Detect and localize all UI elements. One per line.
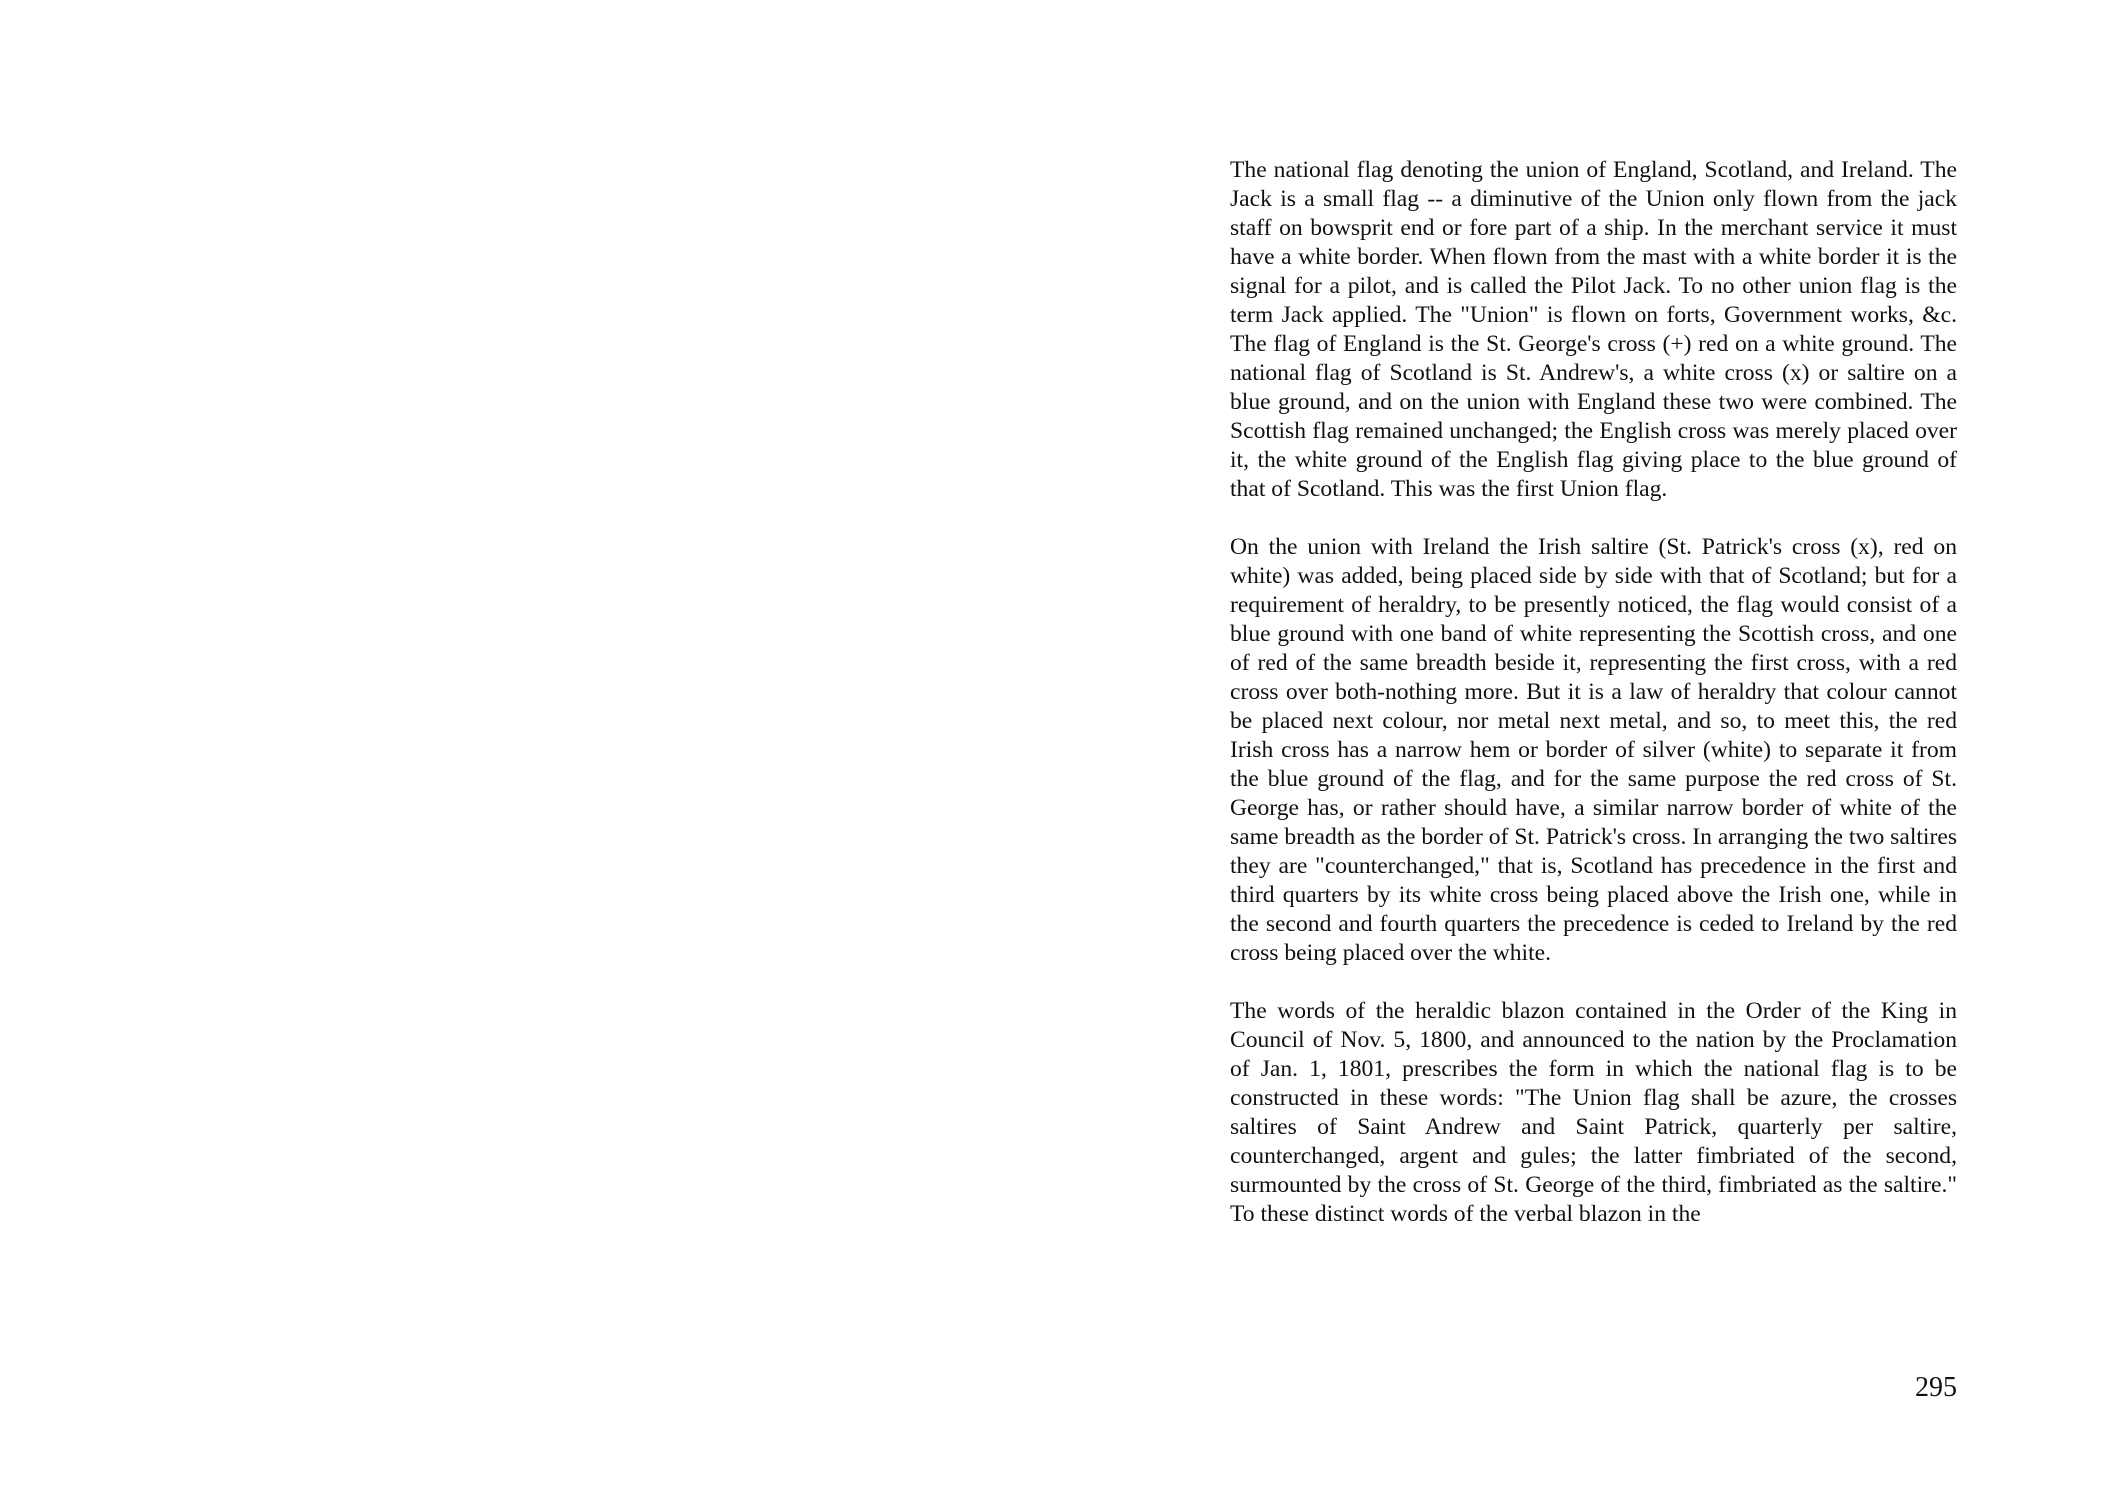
left-page-blank <box>0 0 1050 1489</box>
paragraph-heraldic-blazon: The words of the heraldic blazon contained in the Order of the King in Council of Nov. 5, 1800, and announced to the nation by the Proclamation of Jan. 1, 1801, prescribes the form in which the national flag is to be constructed in these words: "The Union flag shall be azure, the crosses saltires of Saint Andrew and Saint Patrick, quarterly per saltire, counterchanged, argent and gules; the latter fimbriated of the second, surmounted by the cross of St. George of the third, fimbriated as the saltire." To these distinct words of the verbal blazon in the <box>1230 998 1957 1227</box>
right-page <box>1052 0 2105 1489</box>
body-text <box>1230 156 1957 1258</box>
paragraph-irish-saltire: On the union with Ireland the Irish saltire (St. Patrick's cross (x), red on white) was added, being placed side by side with that of Scotland; but for a requirement of heraldry, to be presently noticed, the flag would consist of a blue ground with one band of white representing the Scottish cross, and one of red of the same breadth beside it, representing the first cross, with a red cross over both-nothing more. But it is a law of heraldry that colour cannot be placed next colour, nor metal next metal, and so, to meet this, the red Irish cross has a narrow hem or border of silver (white) to separate it from the blue ground of the flag, and for the same purpose the red cross of St. George has, or rather should have, a similar narrow border of white of the same breadth as the border of St. Patrick's cross. In arranging the two saltires they are "counterchanged," that is, Scotland has precedence in the first and third quarters by its white cross being placed above the Irish one, while in the second and fourth quarters the precedence is ceded to Ireland by the red cross being placed over the white. <box>1230 534 1957 966</box>
paragraph-union-flag: The national flag denoting the union of England, Scotland, and Ireland. The Jack is a small flag -- a diminutive of the Union only flown from the jack staff on bowsprit end or fore part of a ship. In the merchant service it must have a white border. When flown from the mast with a white border it is the signal for a pilot, and is called the Pilot Jack. To no other union flag is the term Jack applied. The "Union" is flown on forts, Government works, &c. The flag of England is the St. George's cross (+) red on a white ground. The national flag of Scotland is St. Andrew's, a white cross (x) or saltire on a blue ground, and on the union with England these two were combined. The Scottish flag remained unchanged; the English cross was merely placed over it, the white ground of the English flag giving place to the blue ground of that of Scotland. This was the first Union flag. <box>1230 157 1957 502</box>
page-number: 295 <box>1915 1372 1957 1403</box>
